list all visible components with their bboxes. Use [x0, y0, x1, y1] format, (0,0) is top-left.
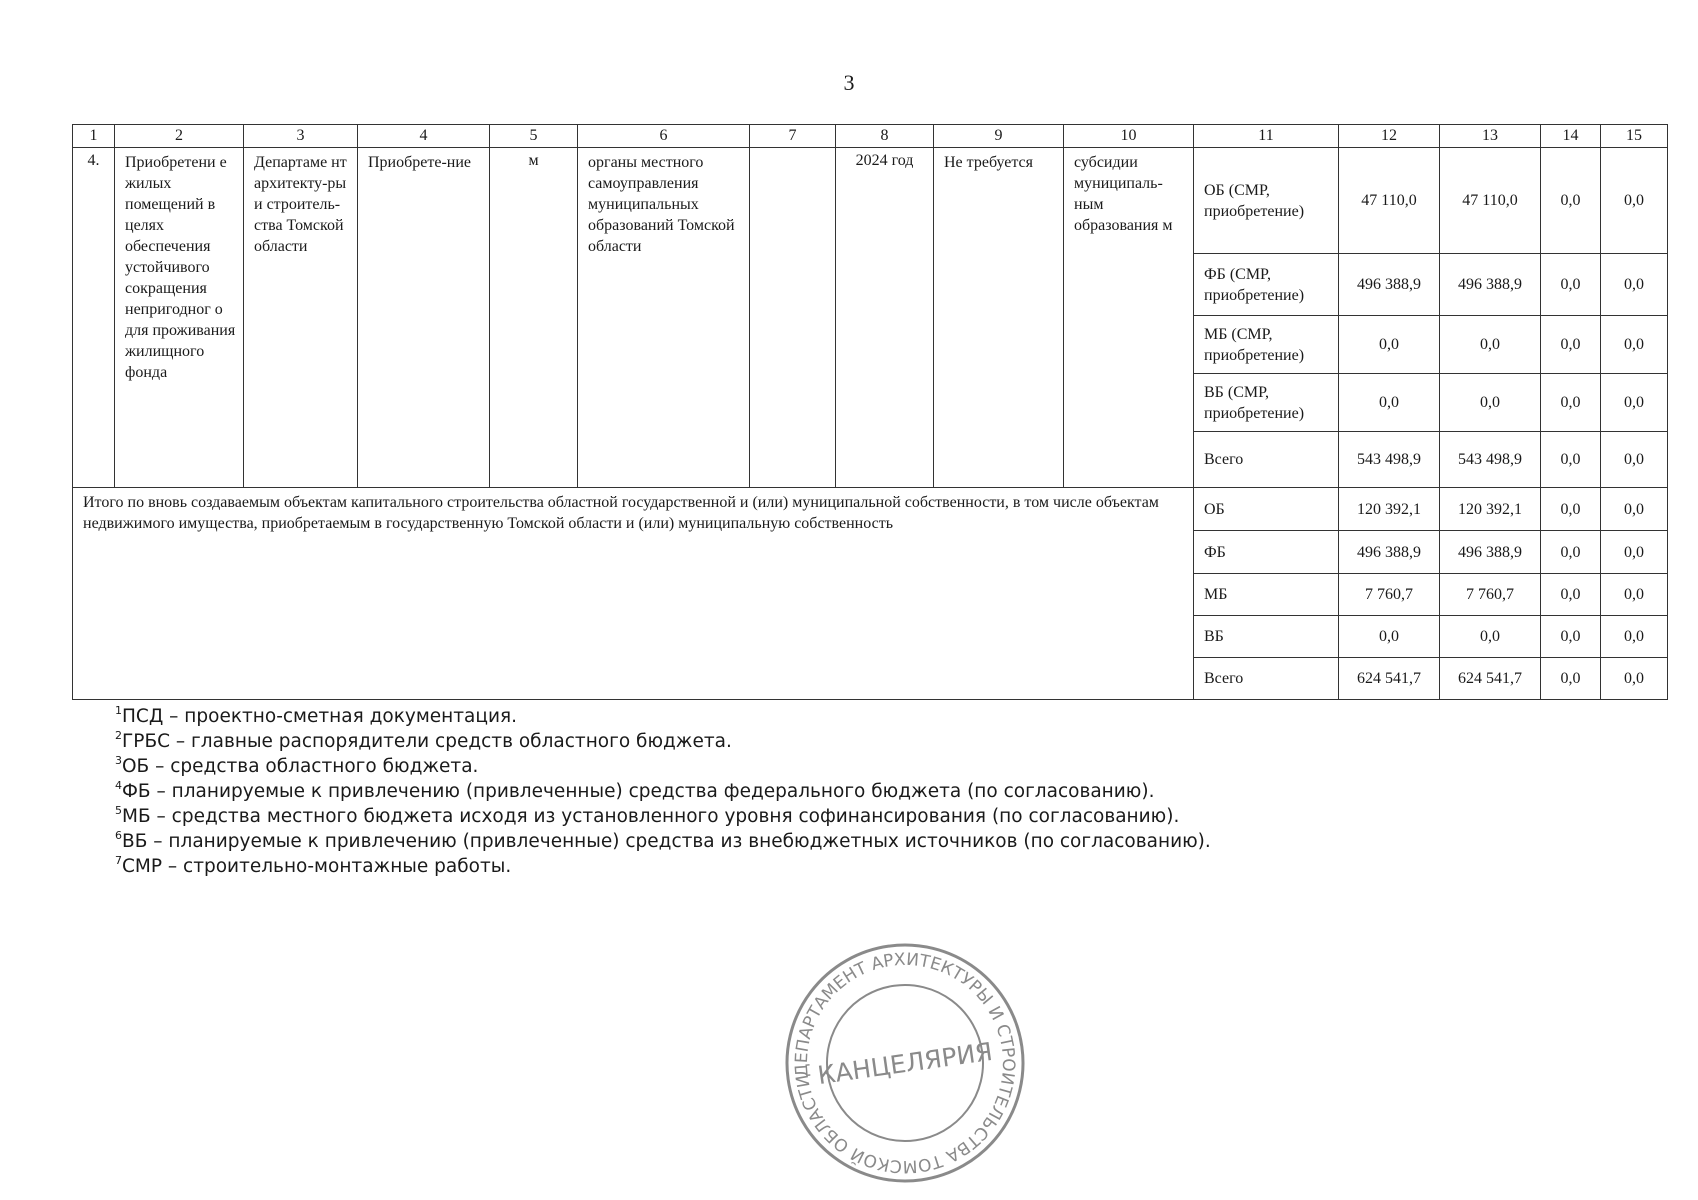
amount-cell: 0,0	[1601, 531, 1668, 574]
amount-cell: 0,0	[1541, 148, 1601, 254]
column-number: 14	[1541, 125, 1601, 148]
column-number-row	[73, 125, 1668, 148]
footnote-text: ГРБС – главные распорядители средств областного бюджета.	[122, 731, 732, 752]
object-name: Приобретени е жилых помещений в целях обеспечения устойчивого сокращения непригодног о для проживания жилищного фонда	[115, 148, 244, 488]
funding-source: ФБ	[1194, 531, 1339, 574]
psd-status: Не требуется	[934, 148, 1064, 488]
amount-cell: 624 541,7	[1339, 658, 1440, 700]
funding-source: МБ (СМР, приобретение)	[1194, 316, 1339, 374]
column-number: 9	[934, 125, 1064, 148]
footnote-mark: 1	[115, 704, 122, 717]
footnote	[115, 729, 1211, 754]
office-stamp	[782, 940, 1028, 1186]
amount-cell: 0,0	[1440, 616, 1541, 658]
amount-cell: 0,0	[1601, 616, 1668, 658]
funding-source: ОБ (СМР, приобретение)	[1194, 148, 1339, 254]
page-number: 3	[843, 70, 855, 95]
column-number: 15	[1601, 125, 1668, 148]
amount-cell: 0,0	[1541, 432, 1601, 488]
amount-cell: 496 388,9	[1440, 531, 1541, 574]
table-row	[73, 148, 1668, 254]
amount-cell: 543 498,9	[1339, 432, 1440, 488]
footnote-text: ВБ – планируемые к привлечению (привлеченные) средства из внебюджетных источников (по согласованию).	[122, 831, 1211, 852]
footnote-mark: 7	[115, 854, 122, 867]
amount-cell: 0,0	[1601, 488, 1668, 531]
footnote	[115, 779, 1211, 804]
amount-cell: 0,0	[1601, 148, 1668, 254]
footnote-text: СМР – строительно-монтажные работы.	[122, 856, 512, 877]
funding-source: Всего	[1194, 432, 1339, 488]
amount-cell: 0,0	[1541, 254, 1601, 316]
total-row	[73, 488, 1668, 531]
amount-cell: 120 392,1	[1440, 488, 1541, 531]
amount-cell: 0,0	[1541, 616, 1601, 658]
column-number: 5	[490, 125, 578, 148]
amount-cell: 7 760,7	[1339, 574, 1440, 616]
year: 2024 год	[836, 148, 934, 488]
amount-cell: 0,0	[1601, 254, 1668, 316]
amount-cell: 543 498,9	[1440, 432, 1541, 488]
stamp-ring-text: ДЕПАРТАМЕНТ АРХИТЕКТУРЫ И СТРОИТЕЛЬСТВА ТОМСКОЙ ОБЛАСТИ	[791, 949, 1019, 1177]
column-number: 10	[1064, 125, 1194, 148]
footnote-mark: 2	[115, 729, 122, 742]
footnote-mark: 6	[115, 829, 122, 842]
amount-cell: 120 392,1	[1339, 488, 1440, 531]
funding-source: МБ	[1194, 574, 1339, 616]
funding-source: ОБ	[1194, 488, 1339, 531]
amount-cell: 0,0	[1339, 316, 1440, 374]
amount-cell: 0,0	[1440, 316, 1541, 374]
footnote-text: ПСД – проектно-сметная документация.	[122, 706, 518, 727]
footnote-mark: 4	[115, 779, 122, 792]
column-number: 3	[244, 125, 358, 148]
column-number: 2	[115, 125, 244, 148]
column-number: 8	[836, 125, 934, 148]
grbs-name: Департаме нт архитекту-ры и строитель-ства Томской области	[244, 148, 358, 488]
stamp-center-text: КАНЦЕЛЯРИЯ	[815, 1036, 995, 1091]
customer: органы местного самоуправления муниципальных образований Томской области	[578, 148, 750, 488]
amount-cell: 0,0	[1541, 488, 1601, 531]
footnote-mark: 5	[115, 804, 122, 817]
column-number: 13	[1440, 125, 1541, 148]
funding-source: ВБ (СМР, приобретение)	[1194, 374, 1339, 432]
amount-cell: 0,0	[1541, 531, 1601, 574]
amount-cell: 0,0	[1339, 616, 1440, 658]
amount-cell: 624 541,7	[1440, 658, 1541, 700]
row-number: 4.	[73, 148, 115, 488]
capacity	[750, 148, 836, 488]
amount-cell: 0,0	[1541, 658, 1601, 700]
unit: м	[490, 148, 578, 488]
total-label: Итого по вновь создаваемым объектам капитального строительства областной государственной и (или) муниципальной собственности, в том числе объектам недвижимого имущества, приобретаемым в государственную Томской области и (или) муниципальную собственность	[73, 488, 1194, 700]
footnote	[115, 829, 1211, 854]
funding-source: ВБ	[1194, 616, 1339, 658]
budget-table	[72, 124, 1668, 700]
amount-cell: 47 110,0	[1440, 148, 1541, 254]
amount-cell: 0,0	[1440, 374, 1541, 432]
funding-source: Всего	[1194, 658, 1339, 700]
column-number: 6	[578, 125, 750, 148]
footnote	[115, 704, 1211, 729]
column-number: 12	[1339, 125, 1440, 148]
footnote	[115, 804, 1211, 829]
funding-form: субсидии муниципаль-ным образования м	[1064, 148, 1194, 488]
footnote-text: ОБ – средства областного бюджета.	[122, 756, 479, 777]
amount-cell: 0,0	[1541, 374, 1601, 432]
amount-cell: 0,0	[1541, 574, 1601, 616]
amount-cell: 496 388,9	[1339, 531, 1440, 574]
amount-cell: 0,0	[1601, 658, 1668, 700]
amount-cell: 0,0	[1601, 432, 1668, 488]
footnotes	[115, 704, 1211, 879]
column-number: 7	[750, 125, 836, 148]
amount-cell: 7 760,7	[1440, 574, 1541, 616]
event-type: Приобрете-ние	[358, 148, 490, 488]
column-number: 4	[358, 125, 490, 148]
footnote-text: ФБ – планируемые к привлечению (привлеченные) средства федерального бюджета (по согласованию).	[122, 781, 1155, 802]
amount-cell: 496 388,9	[1339, 254, 1440, 316]
amount-cell: 0,0	[1601, 574, 1668, 616]
footnote	[115, 754, 1211, 779]
amount-cell: 47 110,0	[1339, 148, 1440, 254]
funding-source: ФБ (СМР, приобретение)	[1194, 254, 1339, 316]
amount-cell: 0,0	[1601, 374, 1668, 432]
amount-cell: 496 388,9	[1440, 254, 1541, 316]
column-number: 1	[73, 125, 115, 148]
footnote-mark: 3	[115, 754, 122, 767]
column-number: 11	[1194, 125, 1339, 148]
amount-cell: 0,0	[1601, 316, 1668, 374]
amount-cell: 0,0	[1339, 374, 1440, 432]
footnote-text: МБ – средства местного бюджета исходя из установленного уровня софинансирования (по согласованию).	[122, 806, 1180, 827]
amount-cell: 0,0	[1541, 316, 1601, 374]
footnote	[115, 854, 1211, 879]
